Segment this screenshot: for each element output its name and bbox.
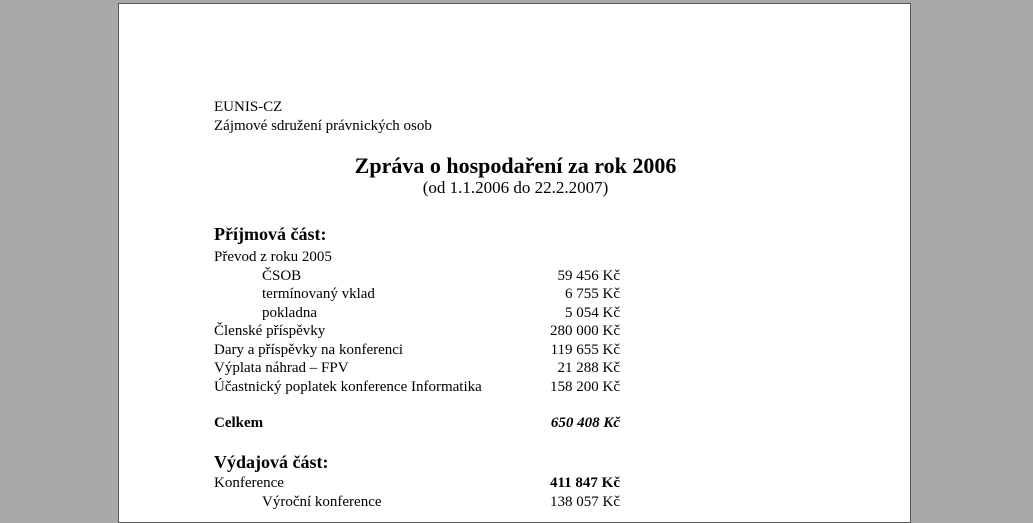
income-row — [214, 322, 620, 341]
row-amount: 6 755 Kč — [565, 286, 620, 302]
row-amount: 158 200 Kč — [550, 378, 620, 395]
income-row — [214, 359, 620, 378]
income-heading: Příjmová část: — [214, 224, 327, 244]
row-label: Převod z roku 2005 — [214, 249, 332, 265]
report-period: (od 1.1.2006 do 22.2.2007) — [422, 178, 609, 197]
expense-row — [214, 493, 620, 512]
document-page — [118, 3, 911, 523]
row-label: Konference — [214, 475, 284, 491]
expense-row — [214, 474, 620, 493]
income-total-row — [214, 414, 620, 433]
row-amount: 138 057 Kč — [550, 493, 620, 510]
total-amount: 650 408 Kč — [550, 415, 620, 431]
row-label: Členské příspěvky — [214, 323, 326, 339]
row-amount: 21 288 Kč — [557, 360, 620, 376]
row-amount: 5 054 Kč — [565, 304, 620, 321]
organization-type: Zájmové sdružení právnických osob — [214, 118, 432, 134]
income-row — [214, 304, 620, 323]
organization-name: EUNIS-CZ — [214, 99, 283, 115]
row-label: pokladna — [262, 304, 317, 321]
row-label: Účastnický poplatek konference Informatika — [214, 378, 482, 395]
row-amount: 59 456 Kč — [557, 267, 620, 284]
row-label: Výroční konference — [262, 493, 382, 510]
income-row — [214, 378, 620, 397]
income-row — [214, 248, 620, 267]
row-label: ČSOB — [262, 267, 302, 284]
row-amount: 119 655 Kč — [550, 341, 620, 358]
row-label: Dary a příspěvky na konferenci — [214, 341, 404, 358]
row-amount: 280 000 Kč — [550, 323, 620, 339]
row-label: Výplata náhrad – FPV — [214, 360, 349, 376]
report-title: Zpráva o hospodaření za rok 2006 — [354, 153, 677, 178]
total-label: Celkem — [214, 415, 264, 431]
income-row — [214, 285, 620, 304]
income-row — [214, 267, 620, 286]
row-label: termínovaný vklad — [262, 286, 375, 302]
income-row — [214, 341, 620, 360]
row-amount: 411 847 Kč — [550, 475, 620, 491]
expense-heading: Výdajová část: — [214, 452, 329, 472]
